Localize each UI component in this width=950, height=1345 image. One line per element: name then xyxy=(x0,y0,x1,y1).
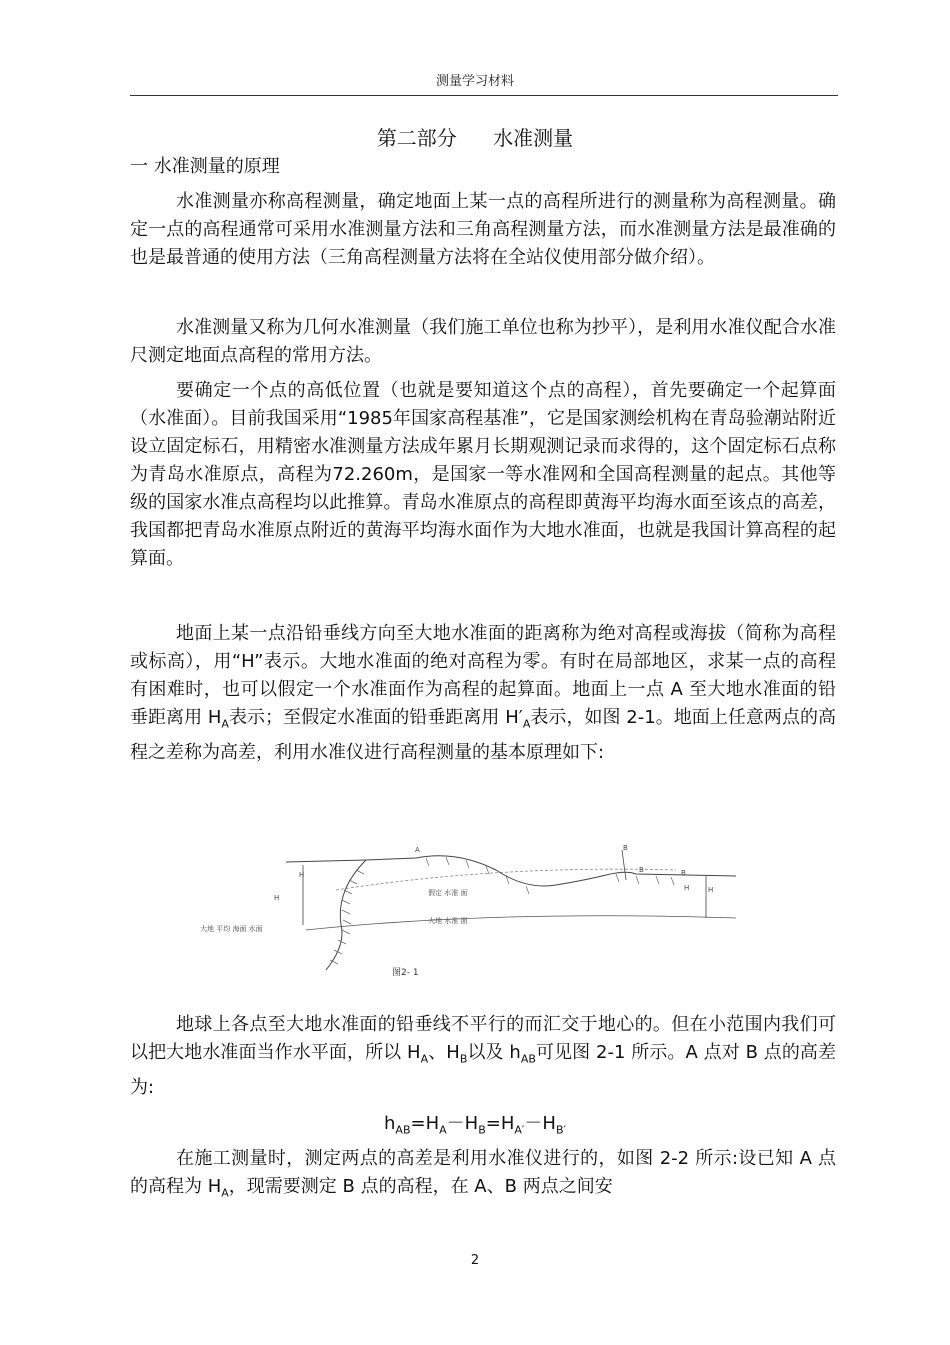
geoid-label: 大地 水准 面 xyxy=(428,917,468,925)
text-run: 、H xyxy=(428,1042,460,1063)
paragraph-5 xyxy=(130,1011,836,1102)
formula-part: =H xyxy=(485,1113,515,1134)
label-a: A xyxy=(415,846,420,854)
text-run: 表示；至假定水准面的铅垂距离用 H′ xyxy=(228,707,523,728)
formula-part: h xyxy=(384,1113,396,1134)
subscript: AB xyxy=(520,1052,536,1066)
hillside-curve xyxy=(326,860,366,970)
subscript: B xyxy=(459,1052,468,1066)
section-heading: 一 水准测量的原理 xyxy=(130,156,280,177)
formula-sub: AB xyxy=(395,1123,411,1137)
page-number: 2 xyxy=(470,1253,480,1268)
text-run: 可见图 2-1 所示。A 点对 B 点的高差为: xyxy=(130,1042,836,1098)
formula-sub: B xyxy=(478,1123,486,1137)
subscript: A xyxy=(522,717,531,731)
subscript: A xyxy=(221,717,229,731)
label-h-far: H xyxy=(708,886,714,894)
mean-sea-label: 大地 平均 海面 水面 xyxy=(200,925,263,933)
formula-part: =H xyxy=(410,1113,440,1134)
formula-sub: B′ xyxy=(555,1123,566,1137)
paragraph-2: 水准测量又称为几何水准测量（我们施工单位也称为抄平），是利用水准仪配合水准尺测定地面点高程的常用方法。 xyxy=(130,317,836,366)
figure-caption: 图2- 1 xyxy=(392,968,419,978)
height-difference-formula xyxy=(0,1109,950,1137)
assumed-surface-label: 假定 水准 面 xyxy=(428,889,468,897)
subscript: A xyxy=(420,1052,429,1066)
ground-surface xyxy=(286,856,736,886)
page-header: 测量学习材料 xyxy=(435,74,514,89)
figure-2-1 xyxy=(196,830,746,980)
text-run: 地球上各点至大地水准面的铅垂线不平行的而汇交于地心的。但在小范围内我们可以把大地水准面当作水平面，所以 H xyxy=(130,1014,836,1063)
text-run: 表示，如图 2-1。地面上任意两点的高程之差称为高差，利用水准仪进行高程测量的基本原理如下: xyxy=(130,707,837,763)
paragraph-3: 要确定一个点的高低位置（也就是要知道这个点的高程），首先要确定一个起算面（水准面）。目前我国采用“1985年国家高程基准”，它是国家测绘机构在青岛验潮站附近设立固定标石，用精密水准测量方法成年累月长期观测记录而求得的，这个固定标石点称为青岛水准原点，高程为72.260m，是国家一等水准网和全国高程测量的起点。其他等级的国家水准点高程均以此推算。青岛水准原点的高程即黄海平均海水面至该点的高差，我国都把青岛水准原点附近的黄海平均海水面作为大地水准面，也就是我国计算高程的起算面。 xyxy=(130,380,836,569)
text-run: ，现需要测定 B 点的高程，在 A、B 两点之间安 xyxy=(228,1176,613,1197)
formula-sub: A′ xyxy=(514,1123,525,1137)
text-run: 地面上某一点沿铅垂线方向至大地水准面的距离称为绝对高程或海拔（简称为高程或标高），用“H”表示。大地水准面的绝对高程为零。有时在局部地区，求某一点的高程有困难时，也可以假定一个水准面作为高程的起算面。地面上一点 A 至大地水准面的铅垂距离用 H xyxy=(130,623,836,728)
label-h-right: H xyxy=(684,884,690,892)
text-run: 在施工测量时，测定两点的高差是利用水准仪进行的，如图 2-2 所示:设已知 A 点的高程为 H xyxy=(130,1148,836,1197)
terrain-hatching xyxy=(330,857,674,964)
paragraph-4 xyxy=(130,620,836,767)
paragraph-1: 水准测量亦称高程测量，确定地面上某一点的高程所进行的测量称为高程测量。确定一点的高程通常可采用水准测量方法和三角高程测量方法，而水准测量方法是最准确的也是最普通的使用方法（三角高程测量方法将在全站仪使用部分做介绍）。 xyxy=(130,191,836,268)
plumb-line-b xyxy=(622,850,626,880)
label-h-a: H xyxy=(299,871,305,879)
subscript: A xyxy=(221,1186,229,1200)
formula-part: －H xyxy=(524,1113,556,1134)
label-b: B xyxy=(639,866,644,874)
formula-part: －H xyxy=(446,1113,479,1134)
label-h-left: H xyxy=(274,894,280,902)
text-run: 以及 h xyxy=(467,1042,521,1063)
chapter-title: 第二部分 水准测量 xyxy=(376,126,574,150)
label-b-top: B xyxy=(623,844,628,852)
header-divider xyxy=(130,95,838,96)
label-b-right: B xyxy=(681,869,686,877)
paragraph-6 xyxy=(130,1145,836,1208)
formula-sub: A xyxy=(439,1123,447,1137)
geoid-line xyxy=(306,916,736,930)
